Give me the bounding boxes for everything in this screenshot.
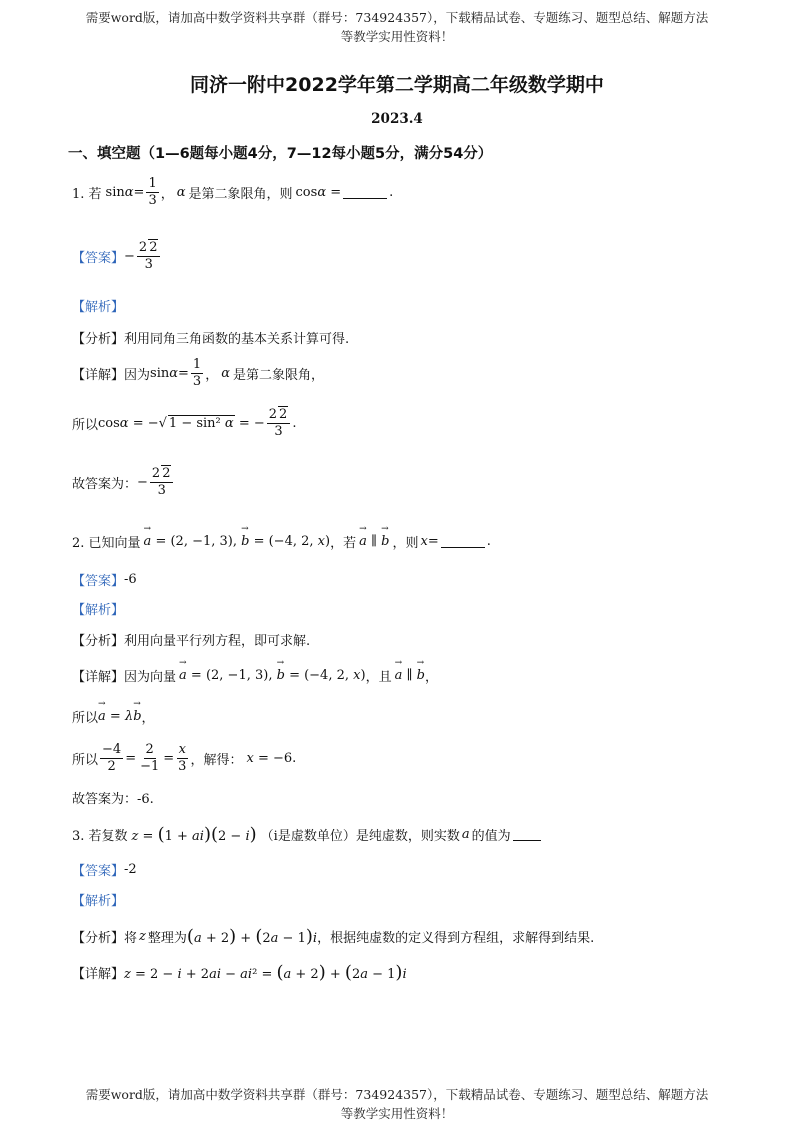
- q1-prefix: 1. 若: [72, 187, 102, 202]
- header-line-1: 需要word版，请加高中数学资料共享群（群号：734924357），下载精品试卷、专题练习、题型总结、解题方法: [85, 10, 709, 25]
- q1-fenxi-text: 利用同角三角函数的基本关系计算可得.: [124, 332, 350, 347]
- q2-fenxi: 【分析】 利用向量平行列方程，即可求解.: [72, 634, 311, 649]
- q1-answer-value: − $\frac{2 2}{3}$: [124, 240, 162, 273]
- q1-detail: 【详解】 因为 sinα= $\frac{1}{3}$ ， α 是第二象限角，: [72, 357, 325, 389]
- exam-date: 2023.4: [371, 111, 423, 127]
- q2-so2: 所以 $\frac{-4}{2}$ = $\frac{2}{-1}$ = $\frac{x}{3}$ ，解得： x = −6.: [72, 742, 297, 774]
- q1-so-formula: cosα = −√ 1 − sin² α = − $\frac{2 2}{3}$ .: [98, 407, 297, 439]
- q1-answer: [72, 240, 162, 273]
- section-heading: 一、填空题（1—6题每小题4分，7—12每小题5分，满分54分）: [68, 146, 493, 162]
- q2-detail: 【详解】 因为向量 → a = (2, −1, 3), → b = (−4, 2, x) ，且 → a ∥ → b ，: [72, 666, 438, 685]
- q2-vectors: → a = (2, −1, 3), → b = (−4, 2, x): [144, 534, 331, 549]
- q2-so1: 所以 → a = λ→ b ，: [72, 707, 155, 726]
- q1-so: 所以 cosα = −√ 1 − sin² α = − $\frac{2 2}{3}$ .: [72, 407, 297, 439]
- q3-answer: 【答案】 -2: [72, 862, 137, 879]
- q1-formula: sinα= $\frac{1}{3}$: [105, 176, 157, 208]
- q1-text-mid: ，: [160, 187, 174, 202]
- q1-alpha: α: [176, 185, 186, 200]
- footer-line-1: 需要word版，请加高中数学资料共享群（群号：734924357），下载精品试卷、专题练习、题型总结、解题方法: [85, 1087, 709, 1102]
- q2-answer-value: -6: [124, 572, 137, 587]
- footer-line-2: 等教学实用性资料！: [340, 1106, 454, 1121]
- q3-formula: z = (1 + ai)(2 − i): [131, 824, 257, 845]
- q1-detail-prefix: 因为: [124, 368, 151, 383]
- q3-answer-value: -2: [124, 862, 137, 877]
- q1-answer-tag: 【答案】: [72, 251, 125, 266]
- q1-analysis-tag: 【解析】: [72, 300, 125, 315]
- q2-blank: [441, 535, 485, 548]
- q3-blank: [513, 828, 541, 841]
- q1-blank: [343, 186, 387, 199]
- page-header: [0, 8, 794, 46]
- q1-final: 故答案为： − $\frac{2 2}{3}$: [72, 466, 175, 499]
- q1-fenxi: 【分析】 利用同角三角函数的基本关系计算可得.: [72, 328, 349, 347]
- q2-final: 故答案为：-6.: [72, 792, 154, 807]
- question-1: 1. 若 sinα= $\frac{1}{3}$ ， α 是第二象限角，则 cosα = .: [72, 176, 394, 208]
- q3-analysis-tag: 【解析】: [72, 894, 125, 909]
- q3-detail: 【详解】 z = 2 − i + 2ai − ai² = (a + 2) + (2a − 1)i: [72, 962, 407, 983]
- exam-title: 同济一附中2022学年第二学期高二年级数学期中: [190, 74, 604, 96]
- q1-text-alpha: 是第二象限角，则: [188, 187, 293, 202]
- header-line-2: 等教学实用性资料！: [340, 29, 454, 44]
- question-3: 3. 若复数 z = (1 + ai)(2 − i) （i是虚数单位）是纯虚数，则实数 a 的值为: [72, 824, 543, 845]
- q1-final-value: − $\frac{2 2}{3}$: [137, 466, 175, 499]
- q3-fenxi: 【分析】 将 z 整理为 (a + 2) + (2a − 1)i ，根据纯虚数的定义得到方程组，求解得到结果.: [72, 926, 595, 947]
- q1-detail-suffix: 是第二象限角，: [233, 368, 325, 383]
- q1-detail-formula: sinα= $\frac{1}{3}$: [150, 357, 202, 389]
- question-2: 2. 已知向量 → a = (2, −1, 3), → b = (−4, 2, x) ，若 → a ∥ → b ，则 x = .: [72, 532, 491, 551]
- q1-cos: cosα =: [295, 185, 342, 200]
- q2-answer: 【答案】 -6: [72, 572, 137, 589]
- q2-analysis-tag: 【解析】: [72, 603, 125, 618]
- page-footer: [0, 1085, 794, 1123]
